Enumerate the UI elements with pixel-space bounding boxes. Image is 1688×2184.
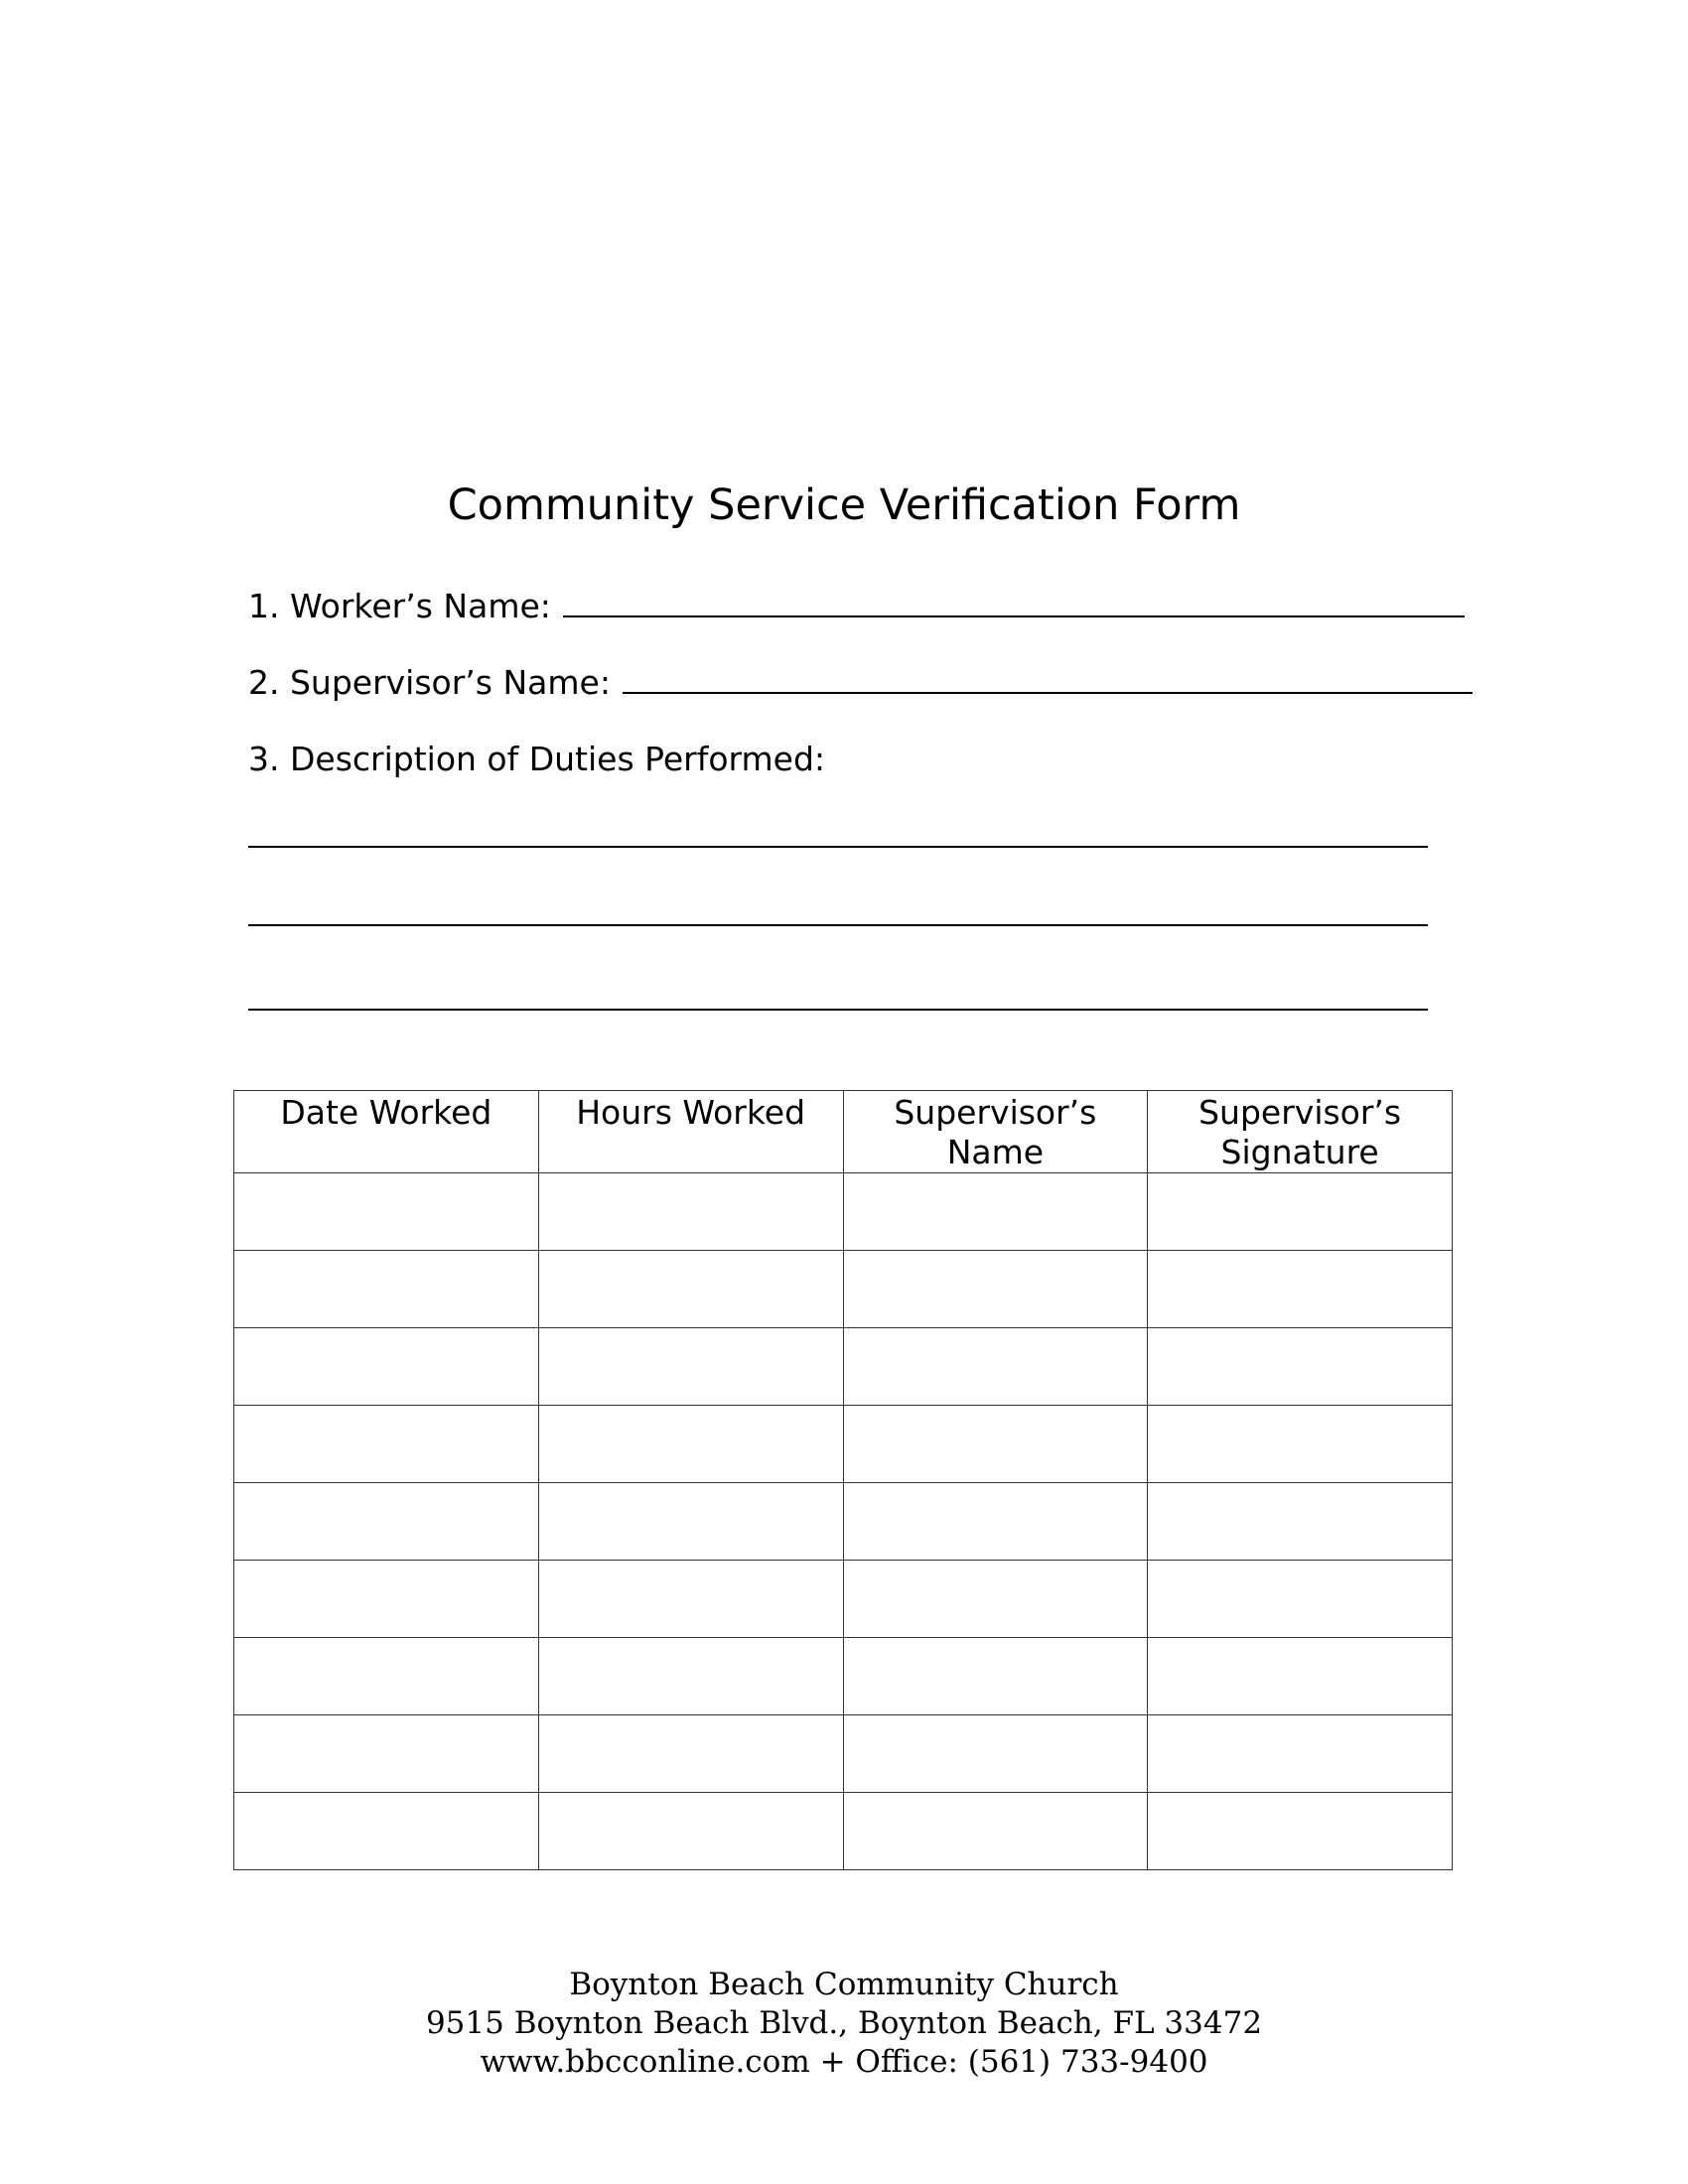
cell-date-worked[interactable] <box>234 1251 539 1328</box>
hours-log-table <box>233 1090 1453 1870</box>
table-body <box>234 1173 1453 1870</box>
cell-supervisors-name[interactable] <box>843 1793 1148 1870</box>
workers-name-label: 1. Worker’s Name: <box>248 587 551 625</box>
cell-hours-worked[interactable] <box>538 1483 843 1561</box>
workers-name-line[interactable] <box>563 586 1465 617</box>
header-date-worked: Date Worked <box>234 1091 539 1173</box>
cell-supervisors-signature[interactable] <box>1148 1483 1453 1561</box>
cell-hours-worked[interactable] <box>538 1251 843 1328</box>
cell-date-worked[interactable] <box>234 1173 539 1251</box>
cell-date-worked[interactable] <box>234 1406 539 1483</box>
cell-supervisors-signature[interactable] <box>1148 1328 1453 1406</box>
form-title: Community Service Verification Form <box>447 480 1241 530</box>
cell-supervisors-name[interactable] <box>843 1483 1148 1561</box>
cell-date-worked[interactable] <box>234 1793 539 1870</box>
footer-contact: www.bbcconline.com + Office: (561) 733-9400 <box>480 2044 1208 2080</box>
table-header-row <box>234 1091 1453 1173</box>
supervisors-name-label: 2. Supervisor’s Name: <box>248 663 611 702</box>
cell-supervisors-name[interactable] <box>843 1638 1148 1715</box>
cell-supervisors-signature[interactable] <box>1148 1793 1453 1870</box>
cell-supervisors-signature[interactable] <box>1148 1561 1453 1638</box>
workers-name-field <box>248 586 1465 626</box>
cell-supervisors-name[interactable] <box>843 1173 1148 1251</box>
cell-supervisors-name[interactable] <box>843 1715 1148 1793</box>
cell-hours-worked[interactable] <box>538 1793 843 1870</box>
table-row <box>234 1561 1453 1638</box>
cell-hours-worked[interactable] <box>538 1406 843 1483</box>
duties-line-3[interactable] <box>248 1009 1428 1011</box>
cell-hours-worked[interactable] <box>538 1561 843 1638</box>
cell-supervisors-name[interactable] <box>843 1406 1148 1483</box>
footer-organization: Boynton Beach Community Church <box>569 1967 1119 2002</box>
header-hours-worked: Hours Worked <box>538 1091 843 1173</box>
cell-supervisors-signature[interactable] <box>1148 1406 1453 1483</box>
table-row <box>234 1173 1453 1251</box>
duties-line-2[interactable] <box>248 924 1428 926</box>
header-supervisors-name: Supervisor’s Name <box>843 1091 1148 1173</box>
cell-supervisors-signature[interactable] <box>1148 1173 1453 1251</box>
table-row <box>234 1251 1453 1328</box>
supervisors-name-line[interactable] <box>623 662 1473 694</box>
footer-address: 9515 Boynton Beach Blvd., Boynton Beach, FL 33472 <box>425 2005 1263 2041</box>
cell-supervisors-name[interactable] <box>843 1328 1148 1406</box>
duties-line-1[interactable] <box>248 846 1428 848</box>
cell-hours-worked[interactable] <box>538 1638 843 1715</box>
cell-date-worked[interactable] <box>234 1561 539 1638</box>
table-row <box>234 1406 1453 1483</box>
cell-date-worked[interactable] <box>234 1638 539 1715</box>
duties-description-label: 3. Description of Duties Performed: <box>248 740 826 778</box>
duties-description-field <box>248 740 825 779</box>
supervisors-name-field <box>248 662 1473 703</box>
cell-date-worked[interactable] <box>234 1715 539 1793</box>
header-supervisors-signature: Supervisor’s Signature <box>1148 1091 1453 1173</box>
table-row <box>234 1483 1453 1561</box>
cell-hours-worked[interactable] <box>538 1715 843 1793</box>
cell-supervisors-name[interactable] <box>843 1561 1148 1638</box>
cell-supervisors-name[interactable] <box>843 1251 1148 1328</box>
cell-date-worked[interactable] <box>234 1483 539 1561</box>
cell-hours-worked[interactable] <box>538 1173 843 1251</box>
table-row <box>234 1715 1453 1793</box>
footer <box>0 1966 1688 2082</box>
cell-date-worked[interactable] <box>234 1328 539 1406</box>
table-row <box>234 1328 1453 1406</box>
cell-supervisors-signature[interactable] <box>1148 1638 1453 1715</box>
cell-supervisors-signature[interactable] <box>1148 1251 1453 1328</box>
table-row <box>234 1638 1453 1715</box>
cell-supervisors-signature[interactable] <box>1148 1715 1453 1793</box>
table-row <box>234 1793 1453 1870</box>
cell-hours-worked[interactable] <box>538 1328 843 1406</box>
